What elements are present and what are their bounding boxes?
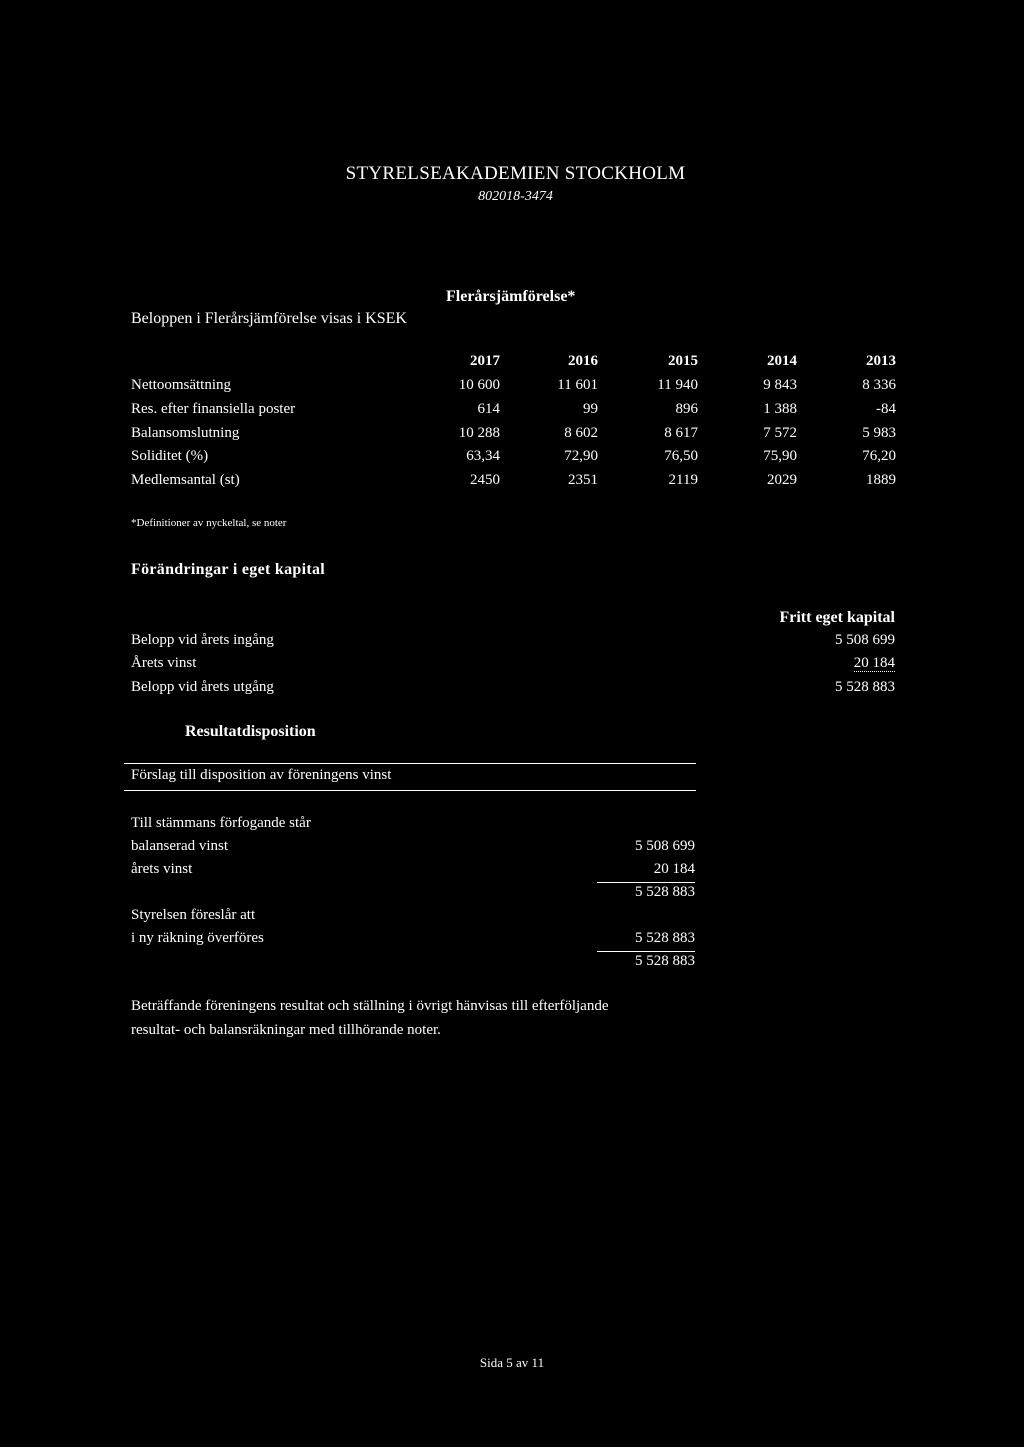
table-cell: 2119 [668, 472, 698, 488]
table-cell: 99 [583, 401, 598, 417]
year-header: 2015 [668, 353, 698, 369]
equity-row-value [695, 655, 895, 672]
table-cell: 8 336 [862, 377, 896, 393]
table-cell: 5 983 [862, 425, 896, 441]
sum-rule [597, 882, 695, 883]
table-cell: 10 600 [458, 377, 500, 393]
table-cell: 8 602 [564, 425, 598, 441]
equity-year-profit-value: 20 184 [853, 655, 895, 671]
divider [124, 790, 696, 791]
equity-row-label: Årets vinst [131, 655, 197, 671]
divider [124, 763, 696, 764]
closing-text-line: resultat- och balansräkningar med tillhörande noter. [131, 1022, 441, 1038]
disposition-available-label: Till stämmans förfogande står [131, 815, 311, 831]
year-header: 2017 [470, 353, 500, 369]
multi-year-unit-note: Beloppen i Flerårsjämförelse visas i KSEK [131, 310, 407, 327]
table-cell: -84 [876, 401, 896, 417]
balanced-profit-value: 5 508 699 [635, 838, 695, 854]
year-profit-label: årets vinst [131, 861, 193, 877]
multi-year-heading: Flerårsjämförelse* [446, 288, 576, 305]
year-header: 2013 [866, 353, 896, 369]
table-cell: 8 617 [664, 425, 698, 441]
equity-row-label: Belopp vid årets ingång [131, 632, 274, 648]
row-label: Nettoomsättning [131, 377, 231, 393]
table-cell: 10 288 [458, 425, 500, 441]
table-cell: 1 388 [763, 401, 797, 417]
equity-row-value: 5 528 883 [835, 679, 895, 695]
sum-rule [597, 951, 695, 952]
table-cell: 1889 [866, 472, 896, 488]
row-label: Res. efter finansiella poster [131, 401, 296, 417]
table-cell: 76,50 [664, 448, 698, 464]
organization-name: STYRELSEAKADEMIEN STOCKHOLM [345, 163, 686, 184]
table-cell: 72,90 [564, 448, 598, 464]
equity-changes-heading: Förändringar i eget kapital [131, 561, 326, 578]
row-label: Balansomslutning [131, 425, 240, 441]
carried-forward-value: 5 528 883 [635, 930, 695, 946]
equity-row-label: Belopp vid årets utgång [131, 679, 274, 695]
table-cell: 614 [477, 401, 500, 417]
table-cell: 2450 [470, 472, 500, 488]
row-label: Soliditet (%) [131, 448, 209, 464]
table-cell: 2029 [767, 472, 797, 488]
table-cell: 9 843 [763, 377, 797, 393]
table-cell: 7 572 [763, 425, 797, 441]
year-header: 2014 [767, 353, 797, 369]
result-disposition-heading: Resultatdisposition [185, 723, 316, 740]
disposition-subtitle: Förslag till disposition av föreningens vinst [131, 767, 392, 783]
year-header: 2016 [568, 353, 598, 369]
disposition-total-value: 5 528 883 [635, 953, 695, 969]
organization-number: 802018-3474 [478, 189, 553, 204]
disposition-subtotal-value: 5 528 883 [635, 884, 695, 900]
year-profit-value: 20 184 [653, 861, 695, 877]
table-cell: 75,90 [763, 448, 797, 464]
table-cell: 896 [675, 401, 698, 417]
table-cell: 63,34 [466, 448, 500, 464]
equity-column-header: Fritt eget kapital [779, 609, 895, 626]
carried-forward-label: i ny räkning överföres [131, 930, 264, 946]
board-proposal-label: Styrelsen föreslår att [131, 907, 256, 923]
page-number: Sida 5 av 11 [479, 1355, 545, 1370]
table-cell: 11 940 [657, 377, 698, 393]
row-label: Medlemsantal (st) [131, 472, 240, 488]
table-cell: 11 601 [557, 377, 598, 393]
equity-row-value: 5 508 699 [835, 632, 895, 648]
closing-text-line: Beträffande föreningens resultat och ställning i övrigt hänvisas till efterföljande [131, 998, 609, 1014]
table-cell: 76,20 [862, 448, 896, 464]
balanced-profit-label: balanserad vinst [131, 838, 229, 854]
definitions-footnote: *Definitioner av nyckeltal, se noter [131, 517, 287, 529]
table-cell: 2351 [568, 472, 598, 488]
